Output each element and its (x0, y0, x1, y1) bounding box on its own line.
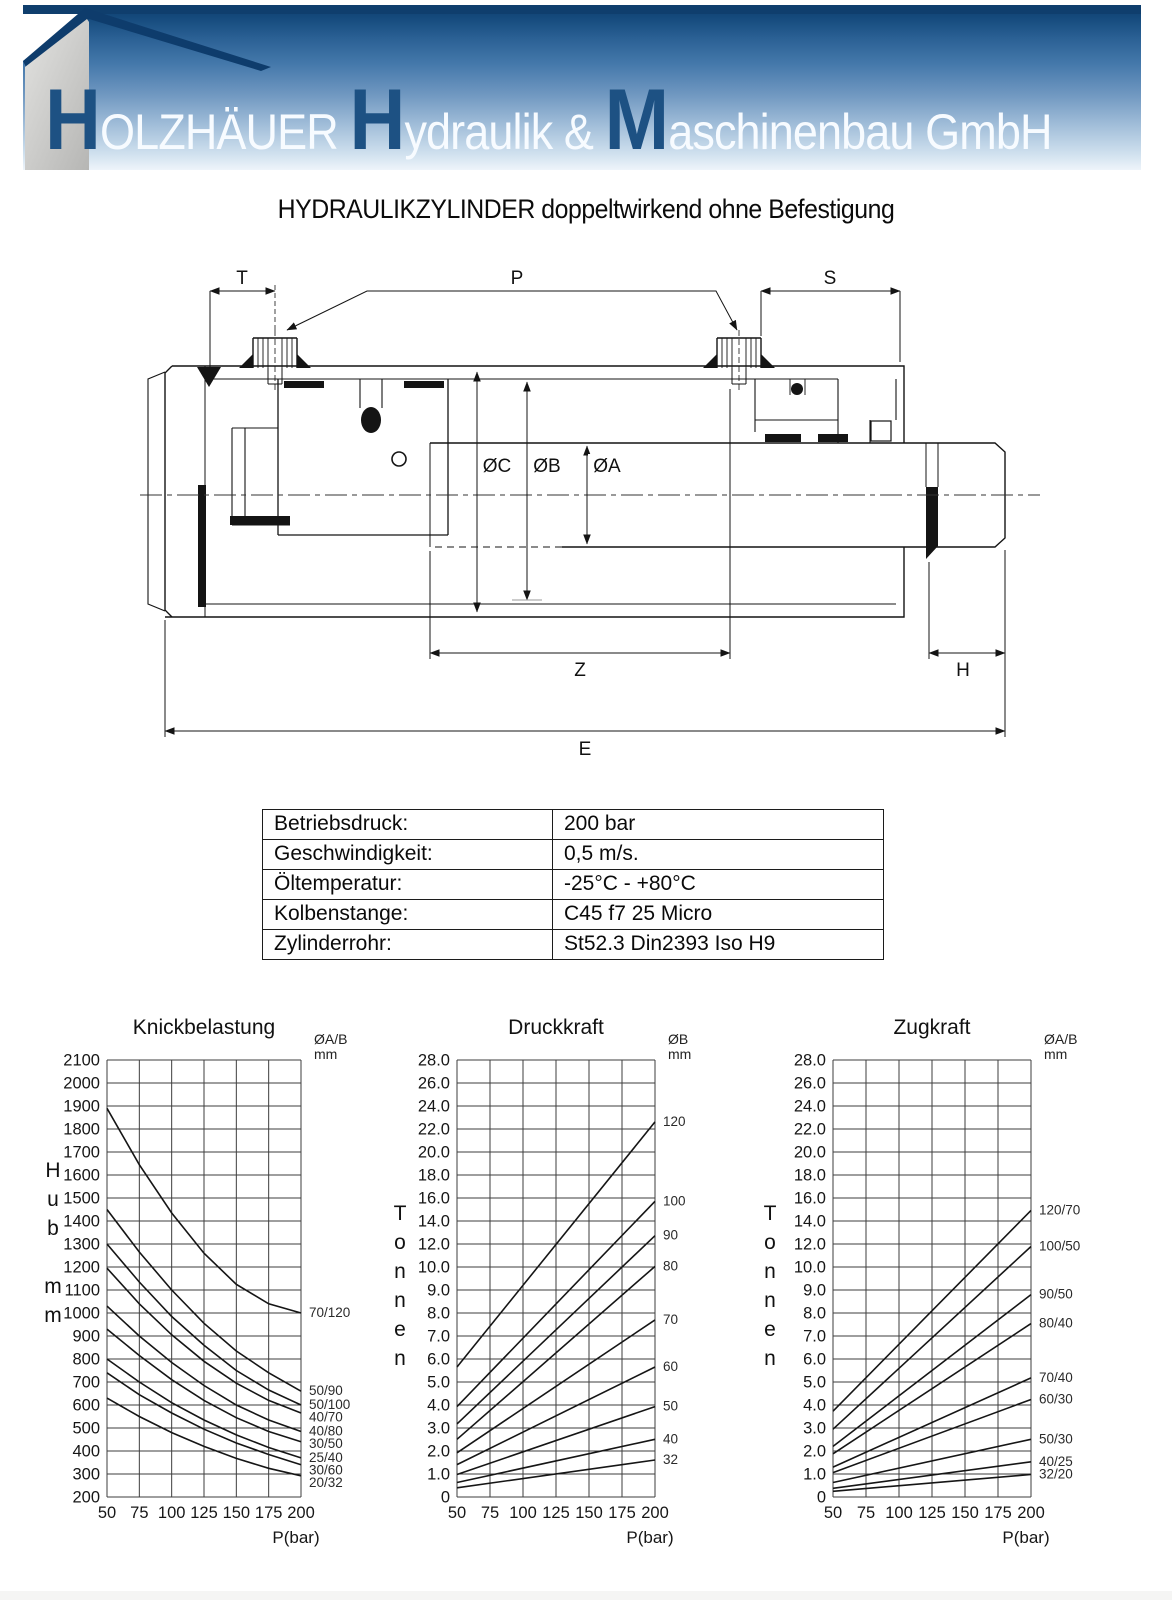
chart-title: Druckkraft (508, 1016, 604, 1039)
dimension-labels (236, 268, 970, 760)
y-tick-label: 24.0 (793, 1097, 826, 1116)
y-tick-label: 22.0 (793, 1120, 826, 1139)
dim-label-db: ØB (533, 456, 561, 477)
legend-title: ØB (668, 1031, 689, 1047)
dim-label-da: ØA (593, 456, 621, 477)
series-label: 100 (663, 1193, 686, 1209)
legend-title: mm (1044, 1046, 1068, 1062)
y-tick-label: 900 (72, 1327, 100, 1346)
brand-initial-h2: H (349, 72, 405, 168)
x-tick-label: 100 (157, 1504, 186, 1522)
x-tick-label: 75 (480, 1504, 500, 1522)
piston-assembly (230, 379, 448, 535)
brand-banner (23, 5, 1141, 170)
y-tick-label: 2.0 (427, 1442, 450, 1461)
y-tick-label: 500 (72, 1419, 100, 1438)
x-axis-label: P(bar) (626, 1528, 674, 1547)
brand-word-1: OLZHÄUER (99, 104, 350, 160)
dim-label-s: S (823, 268, 837, 289)
table-row (263, 870, 884, 900)
x-tick-label: 175 (984, 1504, 1012, 1522)
series-label: 70 (663, 1311, 679, 1327)
y-tick-label: 400 (72, 1442, 100, 1461)
spec-label: Zylinderrohr: (263, 930, 553, 960)
y-tick-label: 0 (816, 1488, 826, 1507)
cylinder-section-drawing (130, 250, 1050, 770)
y-tick-label: 9.0 (803, 1281, 826, 1300)
dim-label-t: T (236, 268, 248, 289)
dim-label-h: H (956, 660, 970, 681)
y-tick-label: 800 (72, 1350, 100, 1369)
y-tick-label: 1800 (63, 1120, 100, 1139)
y-axis-label-letter: n (764, 1347, 776, 1370)
grid (833, 1060, 1031, 1497)
series-label: 30/50 (309, 1435, 343, 1451)
y-tick-label: 1200 (63, 1258, 100, 1277)
table-row (263, 840, 884, 870)
y-tick-label: 7.0 (803, 1327, 826, 1346)
series-label: 70/40 (1039, 1369, 1073, 1385)
brand-word-2: ydraulik & (404, 104, 605, 160)
y-axis-label-letter: n (764, 1289, 776, 1312)
y-tick-label: 9.0 (427, 1281, 450, 1300)
x-axis-label: P(bar) (272, 1528, 320, 1547)
performance-charts (0, 985, 1172, 1575)
y-tick-label: 8.0 (803, 1304, 826, 1323)
y-tick-label: 14.0 (793, 1212, 826, 1231)
series-label: 40/25 (1039, 1453, 1073, 1469)
dim-label-dc: ØC (482, 456, 512, 477)
spec-value: 0,5 m/s. (553, 840, 884, 870)
y-tick-label: 1900 (63, 1097, 100, 1116)
x-tick-label: 125 (918, 1504, 946, 1522)
spec-value: St52.3 Din2393 Iso H9 (553, 930, 884, 960)
y-axis-label-letter: n (394, 1289, 406, 1312)
y-tick-label: 1500 (63, 1189, 100, 1208)
x-tick-label: 75 (130, 1504, 149, 1522)
spec-label: Kolbenstange: (263, 900, 553, 930)
x-tick-label: 100 (885, 1504, 913, 1522)
rod-wiper (926, 443, 938, 559)
spec-label: Geschwindigkeit: (263, 840, 553, 870)
y-tick-label: 8.0 (427, 1304, 450, 1323)
y-tick-label: 0 (440, 1488, 450, 1507)
chart-title: Zugkraft (893, 1016, 971, 1039)
y-tick-label: 1000 (63, 1304, 100, 1323)
series-label: 120 (663, 1113, 686, 1129)
y-tick-label: 1.0 (427, 1465, 450, 1484)
legend-title: ØA/B (1044, 1031, 1078, 1047)
brand-initial-h1: H (45, 72, 100, 168)
y-tick-label: 4.0 (427, 1396, 450, 1415)
y-tick-label: 7.0 (427, 1327, 450, 1346)
oil-port-right (703, 330, 775, 392)
spec-value: C45 f7 25 Micro (553, 900, 884, 930)
series-label: 100/50 (1039, 1238, 1081, 1254)
series-label: 25/40 (309, 1449, 343, 1465)
y-tick-label: 6.0 (803, 1350, 826, 1369)
y-tick-label: 1100 (64, 1281, 100, 1300)
brand-wordmark (45, 72, 1052, 168)
series-label: 70/120 (309, 1305, 351, 1320)
chart-title: Knickbelastung (132, 1016, 276, 1039)
table-row (263, 930, 884, 960)
series-label: 50/100 (309, 1397, 351, 1412)
x-tick-label: 175 (608, 1504, 636, 1522)
x-tick-label: 200 (641, 1504, 669, 1522)
cap-seal (198, 485, 206, 607)
dim-label-e: E (578, 739, 592, 760)
y-tick-label: 12.0 (793, 1235, 826, 1254)
y-tick-label: 4.0 (803, 1396, 826, 1415)
series-label: 50/30 (1039, 1431, 1073, 1447)
y-tick-label: 18.0 (417, 1166, 450, 1185)
legend-title: mm (668, 1046, 692, 1062)
y-tick-label: 3.0 (427, 1419, 450, 1438)
dim-label-p: P (510, 268, 524, 289)
series-label: 32 (663, 1451, 679, 1467)
series-label: 40 (663, 1431, 679, 1447)
series-label: 50 (663, 1398, 679, 1414)
banner-top-bar (23, 5, 1141, 14)
y-tick-label: 2000 (63, 1074, 100, 1093)
y-tick-label: 300 (72, 1465, 100, 1484)
series-label: 20/32 (309, 1474, 343, 1490)
y-axis-label-letter: b (47, 1217, 59, 1240)
chart-knickbelastung (44, 1016, 350, 1547)
gland-assembly (755, 379, 896, 443)
spec-label: Betriebsdruck: (263, 810, 553, 840)
spec-table (262, 809, 884, 960)
series-label: 80 (663, 1258, 679, 1274)
y-tick-label: 26.0 (793, 1074, 826, 1093)
x-axis-label: P(bar) (1002, 1528, 1050, 1547)
y-axis-label-letter: H (45, 1159, 61, 1182)
series-label: 30/60 (309, 1462, 343, 1478)
chart-druckkraft (394, 1016, 692, 1547)
series-label: 120/70 (1039, 1202, 1081, 1218)
spec-value: -25°C - +80°C (553, 870, 884, 900)
y-tick-label: 1300 (63, 1235, 100, 1254)
x-tick-label: 50 (823, 1504, 843, 1522)
spec-label: Öltemperatur: (263, 870, 553, 900)
y-tick-label: 22.0 (417, 1120, 450, 1139)
series-label: 60 (663, 1359, 679, 1375)
y-tick-label: 20.0 (793, 1143, 826, 1162)
series-label: 40/70 (309, 1409, 343, 1425)
series-label: 80/40 (1039, 1315, 1073, 1331)
y-tick-label: 12.0 (417, 1235, 450, 1254)
page-bottom-strip (0, 1591, 1172, 1600)
x-tick-label: 100 (509, 1504, 537, 1522)
spec-value: 200 bar (553, 810, 884, 840)
x-tick-label: 150 (951, 1504, 979, 1522)
x-tick-label: 125 (542, 1504, 570, 1522)
series-label: 60/30 (1039, 1391, 1073, 1407)
x-tick-label: 125 (190, 1504, 218, 1522)
y-tick-label: 600 (72, 1396, 100, 1415)
dim-label-z: Z (574, 660, 586, 681)
x-tick-label: 175 (254, 1504, 283, 1522)
y-axis-label-letter: n (764, 1260, 776, 1283)
series-label: 40/80 (309, 1423, 343, 1439)
legend-title: ØA/B (314, 1031, 348, 1047)
series-label: 90 (663, 1227, 679, 1243)
y-tick-label: 700 (72, 1373, 100, 1392)
y-tick-label: 1700 (63, 1143, 100, 1162)
y-tick-label: 24.0 (417, 1097, 450, 1116)
x-tick-label: 50 (447, 1504, 467, 1522)
y-axis-label-letter: n (394, 1260, 406, 1283)
y-tick-label: 2100 (63, 1051, 100, 1070)
y-axis-label-letter: u (47, 1188, 59, 1211)
x-tick-label: 200 (287, 1504, 315, 1522)
y-axis-label-letter: m (44, 1304, 62, 1327)
x-tick-label: 50 (97, 1504, 117, 1522)
page-title: HYDRAULIKZYLINDER doppeltwirkend ohne Befestigung (277, 194, 895, 224)
x-tick-label: 150 (575, 1504, 603, 1522)
cylinder-body (148, 366, 1005, 617)
y-tick-label: 28.0 (417, 1051, 450, 1070)
x-tick-label: 75 (856, 1504, 876, 1522)
y-tick-label: 5.0 (803, 1373, 826, 1392)
y-tick-label: 26.0 (417, 1074, 450, 1093)
y-tick-label: 2.0 (803, 1442, 826, 1461)
table-row (263, 810, 884, 840)
y-axis-label-letter: o (764, 1231, 776, 1254)
y-tick-label: 28.0 (793, 1051, 826, 1070)
y-tick-label: 16.0 (793, 1189, 826, 1208)
y-tick-label: 14.0 (417, 1212, 450, 1231)
series-label: 32/20 (1039, 1466, 1073, 1482)
grid (457, 1060, 655, 1497)
y-tick-label: 18.0 (793, 1166, 826, 1185)
table-row (263, 900, 884, 930)
y-axis-label-letter: T (763, 1202, 777, 1225)
y-tick-label: 16.0 (417, 1189, 450, 1208)
legend-title: mm (314, 1046, 338, 1062)
brand-word-3: aschinenbau GmbH (668, 104, 1052, 160)
y-axis-label-letter: e (394, 1318, 406, 1341)
y-tick-label: 200 (72, 1488, 100, 1507)
y-tick-label: 3.0 (803, 1419, 826, 1438)
series-label: 50/90 (309, 1383, 343, 1399)
brand-initial-m: M (604, 72, 669, 168)
y-tick-label: 1400 (63, 1212, 100, 1231)
y-tick-label: 20.0 (417, 1143, 450, 1162)
y-axis-label-letter: m (44, 1275, 62, 1298)
x-tick-label: 200 (1017, 1504, 1045, 1522)
y-tick-label: 10.0 (417, 1258, 450, 1277)
chart-zugkraft (764, 1016, 1081, 1547)
y-axis-label-letter: e (764, 1318, 776, 1341)
weld-mark (197, 367, 221, 387)
y-axis-label-letter: T (393, 1202, 407, 1225)
x-tick-label: 150 (222, 1504, 251, 1522)
y-tick-label: 5.0 (427, 1373, 450, 1392)
y-tick-label: 6.0 (427, 1350, 450, 1369)
y-tick-label: 1600 (63, 1166, 100, 1185)
y-axis-label-letter: n (394, 1347, 406, 1370)
y-axis-label-letter: o (394, 1231, 406, 1254)
y-tick-label: 10.0 (793, 1258, 826, 1277)
series-label: 90/50 (1039, 1286, 1073, 1302)
y-tick-label: 1.0 (803, 1465, 826, 1484)
